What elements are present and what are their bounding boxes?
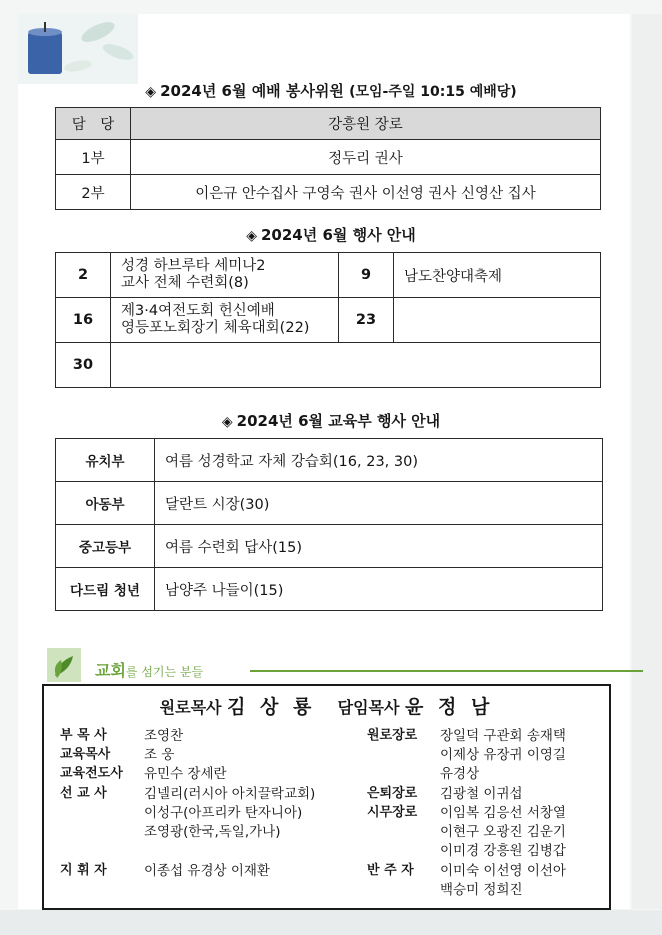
staff-names: 유민수 장세란	[144, 766, 227, 782]
dept-name: 유치부	[56, 439, 155, 482]
staff-names: 조영찬	[144, 728, 184, 744]
candle-leaf-decoration	[18, 14, 138, 84]
dept-event: 여름 수련회 답사(15)	[155, 525, 603, 568]
event-date: 16	[56, 298, 111, 343]
leaf-icon	[47, 648, 81, 682]
staff-role: 원로장로	[367, 728, 418, 743]
staff-names: 이종섭 유경상 이재환	[144, 863, 270, 879]
event-text: 성경 하브루타 세미나2 교사 전체 수련회(8)	[111, 253, 339, 298]
table-row	[56, 482, 603, 525]
table-row	[56, 175, 601, 210]
staff-names: 유경상	[440, 766, 480, 782]
event-date: 23	[339, 298, 394, 343]
serve-key: 1부	[56, 140, 131, 175]
staff-role: 지 휘 자	[60, 863, 107, 878]
events-table	[55, 252, 601, 388]
diamond-icon: ◈	[145, 84, 157, 100]
scan-edge	[632, 14, 662, 909]
events-heading: ◈ 2024년 6월 행사 안내	[246, 226, 416, 244]
section-subtitle: 를 섬기는 분들	[125, 665, 204, 679]
event-text: 남도찬양대축제	[394, 253, 601, 298]
table-row	[56, 439, 603, 482]
pastors-line: 원로목사 김 상 룡 담임목사 윤 정 남	[159, 696, 494, 718]
staff-box	[42, 684, 611, 910]
table-row	[56, 298, 601, 343]
staff-role: 교육전도사	[60, 766, 123, 781]
dept-event: 달란트 시장(30)	[155, 482, 603, 525]
diamond-icon: ◈	[221, 414, 233, 430]
event-text	[111, 343, 601, 388]
staff-names: 조 웅	[144, 747, 175, 763]
edu-heading: ◈ 2024년 6월 교육부 행사 안내	[221, 412, 441, 430]
event-text: 제3·4여전도회 헌신예배 영등포노회장기 체육대회(22)	[111, 298, 339, 343]
staff-names: 김광철 이귀섭	[440, 786, 523, 802]
dept-name: 중고등부	[56, 525, 155, 568]
event-date: 9	[339, 253, 394, 298]
staff-names: 김넬리(러시아 아치끌락교회)	[144, 786, 316, 802]
staff-names: 이미경 강흥원 김병갑	[440, 843, 566, 859]
serve-value: 강흥원 장로	[131, 108, 601, 140]
serve-key: 2부	[56, 175, 131, 210]
scan-bottom-edge	[0, 910, 662, 935]
dept-event: 남양주 나들이(15)	[155, 568, 603, 611]
section-title: 교회	[95, 661, 126, 680]
serve-key: 담 당	[56, 108, 131, 140]
staff-names: 장일덕 구관회 송재택	[440, 728, 566, 744]
staff-names: 백승미 정희진	[440, 882, 523, 898]
staff-names: 이현구 오광진 김운기	[440, 824, 566, 840]
serve-heading: ◈ 2024년 6월 예배 봉사위원 (모임-주일 10:15 예배당)	[145, 82, 517, 100]
staff-names: 이미숙 이선영 이선아	[440, 863, 566, 879]
staff-role: 은퇴장로	[367, 786, 418, 801]
dept-name: 아동부	[56, 482, 155, 525]
staff-role: 선 교 사	[60, 786, 107, 801]
dept-event: 여름 성경학교 자체 강습회(16, 23, 30)	[155, 439, 603, 482]
dept-name: 다드림 청년	[56, 568, 155, 611]
event-date: 30	[56, 343, 111, 388]
divider	[250, 670, 643, 672]
staff-section-header	[45, 648, 645, 684]
event-text	[394, 298, 601, 343]
table-row	[56, 253, 601, 298]
staff-names: 이임복 김응선 서창열	[440, 805, 566, 821]
table-row	[56, 343, 601, 388]
serve-value: 이은규 안수집사 구영숙 권사 이선영 권사 신영산 집사	[131, 175, 601, 210]
event-date: 2	[56, 253, 111, 298]
staff-names: 이제상 유장귀 이영길	[440, 747, 566, 763]
staff-role: 부 목 사	[60, 728, 107, 743]
serve-table	[55, 107, 601, 210]
table-row	[56, 108, 601, 140]
staff-names: 이성구(아프리카 탄자니아)	[144, 805, 303, 821]
staff-role: 교육목사	[60, 747, 111, 762]
table-row	[56, 140, 601, 175]
edu-table	[55, 438, 603, 611]
staff-role: 시무장로	[367, 805, 418, 820]
table-row	[56, 568, 603, 611]
table-row	[56, 525, 603, 568]
staff-role: 반 주 자	[367, 863, 414, 878]
diamond-icon: ◈	[246, 228, 257, 244]
serve-value: 정두리 권사	[131, 140, 601, 175]
staff-names: 조영광(한국,독일,가나)	[144, 824, 281, 840]
